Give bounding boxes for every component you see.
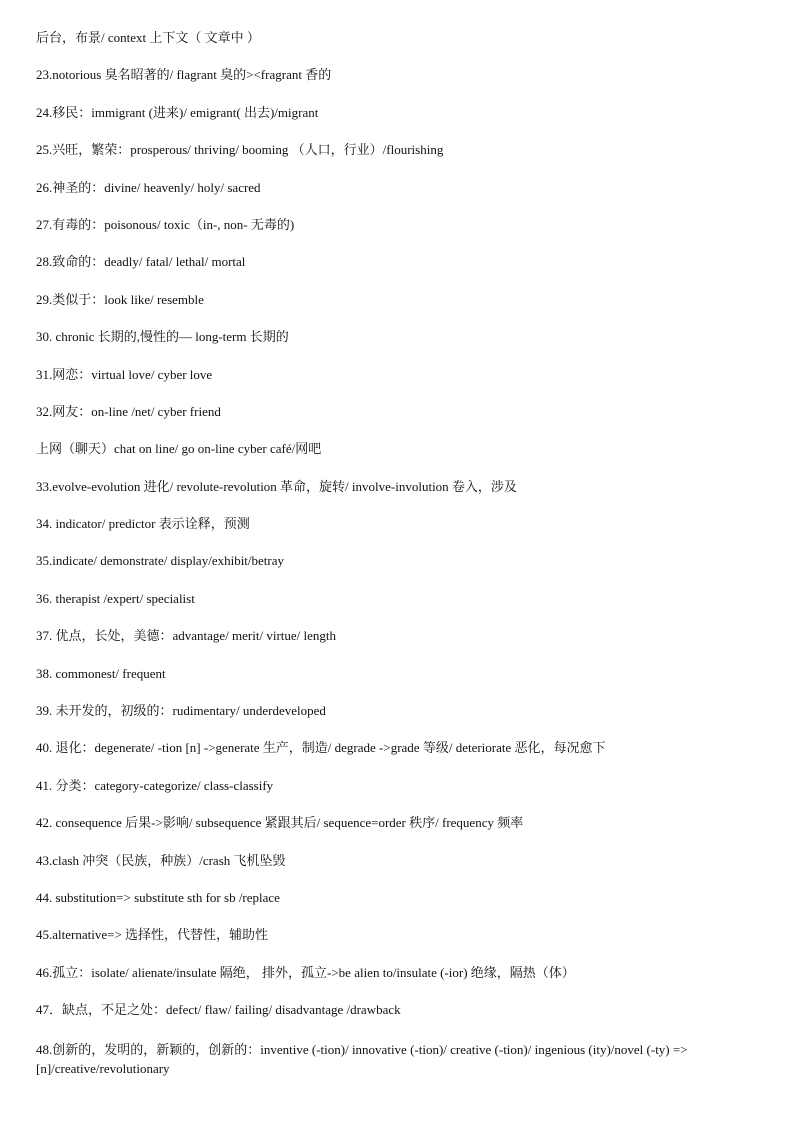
entry-line: 30. chronic 长期的,慢性的— long-term 长期的 bbox=[36, 329, 289, 345]
entry-line: 28.致命的：deadly/ fatal/ lethal/ mortal bbox=[36, 254, 246, 270]
entry-line: 24.移民：immigrant (进来)/ emigrant( 出去)/migrant bbox=[36, 104, 319, 120]
entry-line: 43.clash 冲突（民族，种族）/crash 飞机坠毁 bbox=[36, 852, 286, 868]
entry-line: 29.类似于：look like/ resemble bbox=[36, 291, 204, 307]
entry-line: 46.孤立：isolate/ alienate/insulate 隔绝， 排外，孤立->be alien to/insulate (-ior) 绝缘，隔热（体） bbox=[36, 964, 575, 980]
entry-line: 34. indicator/ predictor 表示诠释，预测 bbox=[36, 516, 250, 532]
entry-line: 39. 未开发的，初级的：rudimentary/ underdeveloped bbox=[36, 703, 326, 719]
entry-line: 44. substitution=> substitute sth for sb /replace bbox=[36, 889, 280, 905]
document-page bbox=[36, 30, 756, 1078]
entry-line: 32.网友：on-line /net/ cyber friend bbox=[36, 403, 221, 419]
entry-line: 33.evolve-evolution 进化/ revolute-revolution 革命，旋转/ involve-involution 卷入，涉及 bbox=[36, 478, 517, 494]
entry-line: 27.有毒的：poisonous/ toxic（in-, non- 无毒的) bbox=[36, 216, 295, 232]
entry-line: 36. therapist /expert/ specialist bbox=[36, 590, 195, 606]
entry-line: 后台，布景/ context 上下文（ 文章中 ） bbox=[36, 30, 260, 45]
entry-line: 23.notorious 臭名昭著的/ flagrant 臭的><fragrant 香的 bbox=[36, 67, 332, 83]
entry-line: 41. 分类：category-categorize/ class-classify bbox=[36, 777, 274, 793]
entry-line: 42. consequence 后果->影响/ subsequence 紧跟其后/ sequence=order 秩序/ frequency 频率 bbox=[36, 815, 524, 831]
entry-line: 47．缺点，不足之处：defect/ flaw/ failing/ disadvantage /drawback bbox=[36, 1002, 401, 1018]
entry-line: 35.indicate/ demonstrate/ display/exhibit/betray bbox=[36, 553, 285, 569]
entry-line: 25.兴旺，繁荣：prosperous/ thriving/ booming （人口，行业）/flourishing bbox=[36, 142, 444, 158]
entry-line: 40. 退化：degenerate/ -tion [n] ->generate 生产，制造/ degrade ->grade 等级/ deteriorate 恶化，每况愈下 bbox=[36, 740, 606, 756]
entry-line: 48.创新的，发明的，新颖的，创新的：inventive (-tion)/ innovative (-tion)/ creative (-tion)/ ingenious (ity)/novel (-ty) =>[n]/creative/revolutionary bbox=[36, 1041, 688, 1076]
entry-line: 45.alternative=> 选择性，代替性，辅助性 bbox=[36, 927, 269, 943]
entry-line: 37. 优点，长处，美德：advantage/ merit/ virtue/ length bbox=[36, 628, 337, 644]
entry-line: 上网（聊天）chat on line/ go on-line cyber café/网吧 bbox=[36, 441, 322, 457]
entry-line: 38. commonest/ frequent bbox=[36, 665, 166, 681]
entry-line: 26.神圣的：divine/ heavenly/ holy/ sacred bbox=[36, 179, 261, 195]
entry-line: 31.网恋：virtual love/ cyber love bbox=[36, 366, 213, 382]
